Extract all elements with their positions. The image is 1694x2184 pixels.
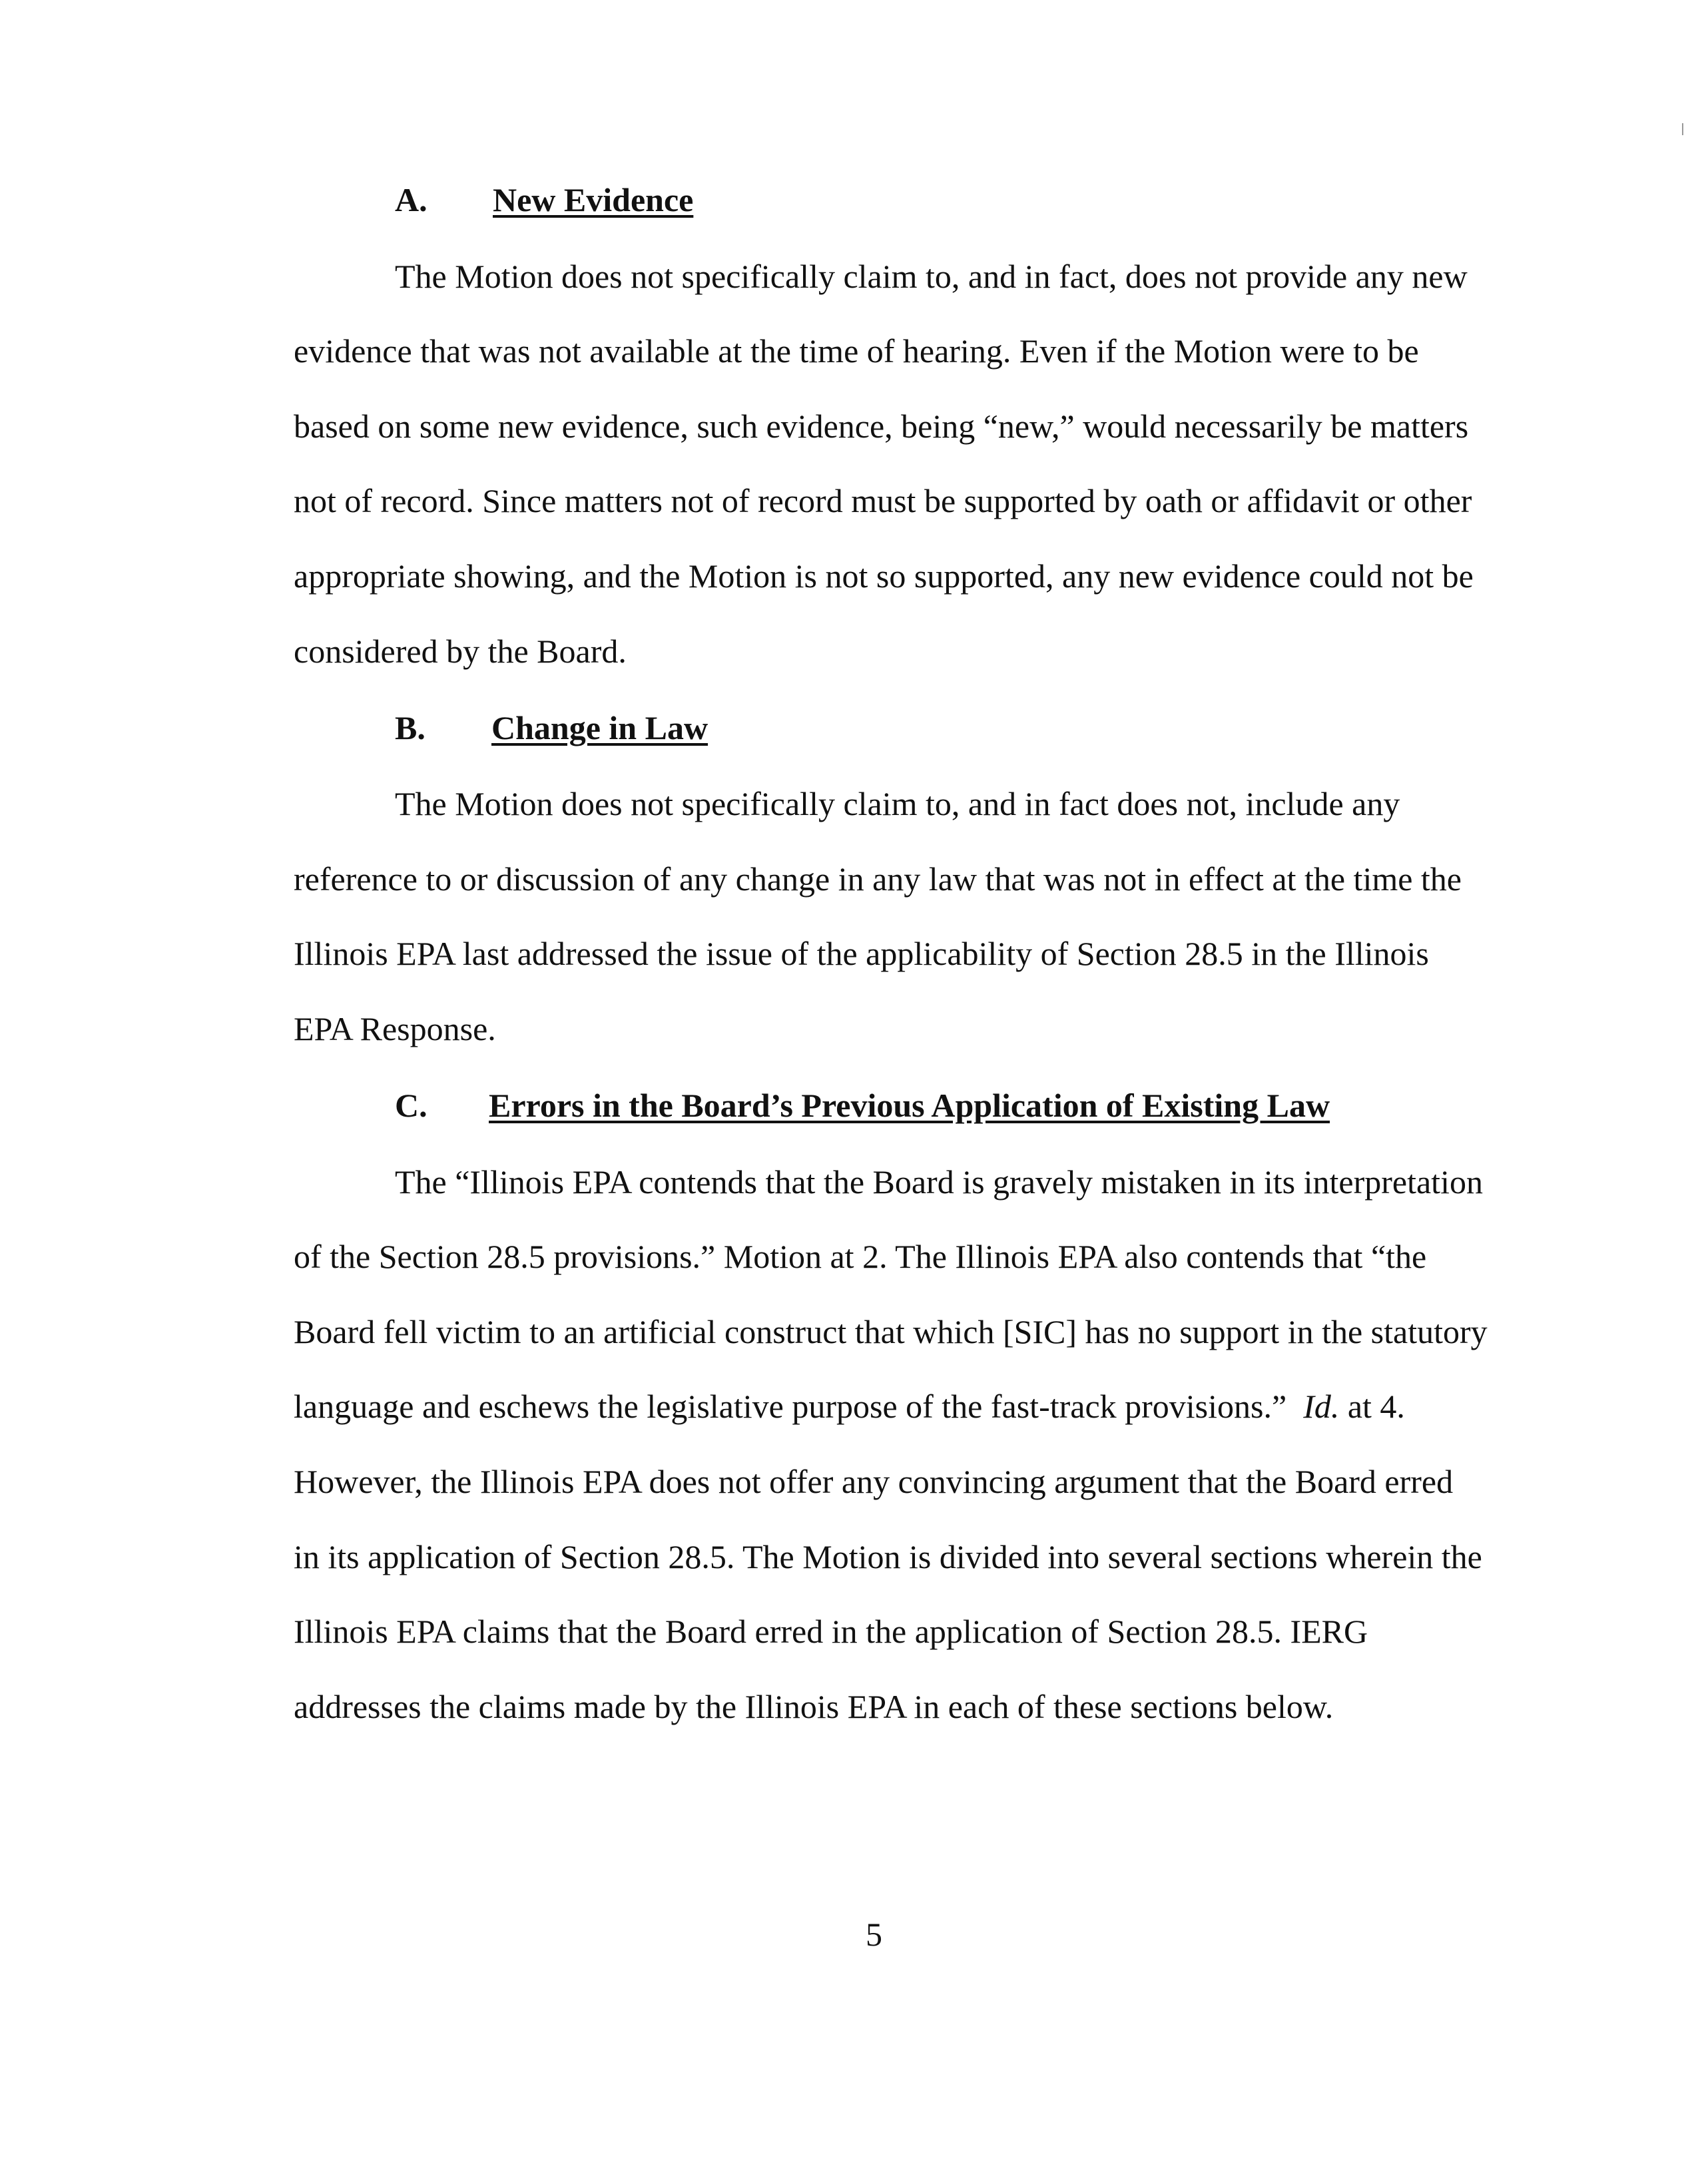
section-b-title: Change in Law bbox=[491, 709, 708, 746]
section-c-line-7: Illinois EPA claims that the Board erred in the application of Section 28.5. IERG bbox=[294, 1613, 1368, 1650]
section-c-line-1: The “Illinois EPA contends that the Board is gravely mistaken in its interpretation bbox=[395, 1163, 1483, 1201]
section-c-line-8: addresses the claims made by the Illinois EPA in each of these sections below. bbox=[294, 1688, 1334, 1725]
section-a-line-3: based on some new evidence, such evidence, being “new,” would necessarily be matters bbox=[294, 408, 1469, 445]
section-b-line-2: reference to or discussion of any change in any law that was not in effect at the time the bbox=[294, 860, 1462, 898]
section-c-line-4 bbox=[294, 1386, 1405, 1426]
section-a-title: New Evidence bbox=[493, 181, 694, 218]
section-a-line-6: considered by the Board. bbox=[294, 633, 627, 670]
section-c-line-4-text: language and eschews the legislative purpose of the fast-track provisions.” bbox=[294, 1388, 1287, 1425]
scan-edge-mark bbox=[1682, 123, 1683, 135]
section-c-line-5: However, the Illinois EPA does not offer any convincing argument that the Board erred bbox=[294, 1463, 1454, 1500]
section-c-line-3: Board fell victim to an artificial construct that which [SIC] has no support in the statutory bbox=[294, 1313, 1488, 1350]
citation-id: Id. bbox=[1303, 1388, 1340, 1425]
section-a-line-5: appropriate showing, and the Motion is not so supported, any new evidence could not be bbox=[294, 557, 1474, 595]
citation-rest: at 4. bbox=[1339, 1388, 1405, 1425]
section-b-line-4: EPA Response. bbox=[294, 1010, 496, 1047]
section-c-title: Errors in the Board’s Previous Application of Existing Law bbox=[489, 1087, 1330, 1124]
section-a-line-4: not of record. Since matters not of record must be supported by oath or affidavit or other bbox=[294, 482, 1472, 519]
section-c-letter: C. bbox=[395, 1087, 427, 1124]
page-number: 5 bbox=[866, 1916, 882, 1953]
section-a-letter: A. bbox=[395, 181, 427, 218]
section-b-letter: B. bbox=[395, 709, 425, 746]
section-a-line-1: The Motion does not specifically claim to, and in fact, does not provide any new bbox=[395, 258, 1468, 295]
section-c-line-6: in its application of Section 28.5. The Motion is divided into several sections wherein the bbox=[294, 1538, 1482, 1575]
section-a-line-2: evidence that was not available at the time of hearing. Even if the Motion were to be bbox=[294, 332, 1419, 370]
section-b-line-3: Illinois EPA last addressed the issue of the applicability of Section 28.5 in the Illinois bbox=[294, 935, 1429, 972]
section-b-line-1: The Motion does not specifically claim to, and in fact does not, include any bbox=[395, 785, 1400, 822]
section-c-line-2: of the Section 28.5 provisions.” Motion at 2. The Illinois EPA also contends that “the bbox=[294, 1238, 1427, 1275]
